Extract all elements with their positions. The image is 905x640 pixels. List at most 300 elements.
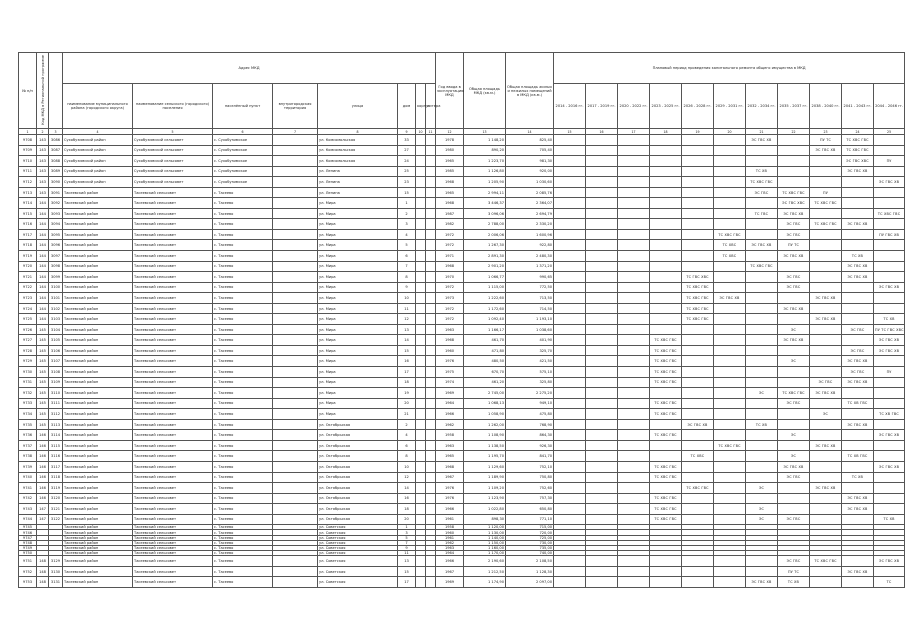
cell-period-2 bbox=[586, 282, 618, 293]
cell-house: 12 bbox=[398, 314, 416, 325]
cell-period-5 bbox=[682, 219, 714, 230]
cell-period-1 bbox=[554, 293, 586, 304]
cell-mun-district: Тасеевский район bbox=[63, 545, 133, 550]
cell-period-1 bbox=[554, 335, 586, 346]
cell-period-11: ПУ ГВС ХВ bbox=[874, 229, 905, 240]
cell-street: ул. Ленина bbox=[318, 177, 398, 188]
cell-code: 3089 bbox=[49, 166, 63, 177]
cell-period-8: ЭС ГВС ХВ bbox=[778, 208, 810, 219]
cell-street: ул. Советская bbox=[318, 525, 398, 530]
header-year: Год ввода в эксплуатацию МКД bbox=[436, 53, 464, 129]
cell-period-5: ТС ХВС ГВС bbox=[682, 303, 714, 314]
cell-settlement: Сухобузимский сельсовет bbox=[133, 156, 213, 167]
cell-letter bbox=[426, 177, 436, 188]
cell-period-11 bbox=[874, 198, 905, 209]
cell-house: 18 bbox=[398, 377, 416, 388]
cell-period-8 bbox=[778, 145, 810, 156]
cell-code: 3116 bbox=[49, 451, 63, 462]
cell-settlement: Тасеевский сельсовет bbox=[133, 293, 213, 304]
cell-period-1 bbox=[554, 483, 586, 494]
cell-period-3 bbox=[618, 398, 650, 409]
cell-area-premises: 1 030,60 bbox=[506, 177, 554, 188]
cell-building bbox=[416, 556, 426, 567]
cell-mun-district: Тасеевский район bbox=[63, 324, 133, 335]
cell-area: 1 140,00 bbox=[464, 535, 506, 540]
cell-letter bbox=[426, 166, 436, 177]
cell-id: 144 bbox=[37, 303, 49, 314]
cell-settlement: Тасеевский сельсовет bbox=[133, 451, 213, 462]
header-colnum-6: 6 bbox=[213, 129, 273, 135]
cell-period-7: ЭС bbox=[746, 483, 778, 494]
cell-period-10 bbox=[842, 556, 874, 567]
cell-intracity bbox=[273, 303, 318, 314]
cell-building bbox=[416, 472, 426, 483]
cell-period-9: ЭС ГВС bbox=[810, 377, 842, 388]
table-row bbox=[19, 345, 905, 356]
cell-period-3 bbox=[618, 145, 650, 156]
cell-period-8 bbox=[778, 377, 810, 388]
cell-period-10 bbox=[842, 229, 874, 240]
cell-period-10 bbox=[842, 198, 874, 209]
cell-area-premises: 650,80 bbox=[506, 504, 554, 515]
cell-period-1 bbox=[554, 367, 586, 378]
header-period-11: 2044 - 2046 гг. bbox=[874, 84, 905, 129]
cell-intracity bbox=[273, 514, 318, 525]
cell-house: 2 bbox=[398, 419, 416, 430]
cell-period-4: ТС ХВС ГВС bbox=[650, 377, 682, 388]
cell-period-10 bbox=[842, 282, 874, 293]
cell-locality: с. Тасеево bbox=[213, 551, 273, 556]
cell-id: 145 bbox=[37, 324, 49, 335]
cell-period-6 bbox=[714, 504, 746, 515]
table-row bbox=[19, 229, 905, 240]
cell-num: 9753 bbox=[19, 577, 37, 588]
cell-period-3 bbox=[618, 514, 650, 525]
cell-period-3 bbox=[618, 293, 650, 304]
cell-period-9 bbox=[810, 461, 842, 472]
cell-intracity bbox=[273, 566, 318, 577]
table-row bbox=[19, 430, 905, 441]
cell-settlement: Тасеевский сельсовет bbox=[133, 282, 213, 293]
cell-intracity bbox=[273, 504, 318, 515]
cell-mun-district: Тасеевский район bbox=[63, 314, 133, 325]
cell-period-5: ТС ХВС ГВС bbox=[682, 282, 714, 293]
cell-year: 1962 bbox=[436, 419, 464, 430]
cell-period-5 bbox=[682, 577, 714, 588]
cell-num: 9719 bbox=[19, 251, 37, 262]
cell-period-11 bbox=[874, 440, 905, 451]
cell-locality: с. Тасеево bbox=[213, 303, 273, 314]
cell-period-1 bbox=[554, 272, 586, 283]
cell-house: 10 bbox=[398, 293, 416, 304]
cell-code: 3105 bbox=[49, 335, 63, 346]
table-row bbox=[19, 461, 905, 472]
cell-period-4 bbox=[650, 145, 682, 156]
cell-house: 14 bbox=[398, 483, 416, 494]
cell-area-premises: 752,10 bbox=[506, 461, 554, 472]
cell-period-7: ЭС ГВС ХВ bbox=[746, 135, 778, 146]
cell-year: 1969 bbox=[436, 388, 464, 399]
cell-year: 1972 bbox=[436, 303, 464, 314]
cell-street: ул. Мира bbox=[318, 377, 398, 388]
table-header bbox=[19, 53, 905, 135]
cell-area: 1 174,90 bbox=[464, 577, 506, 588]
cell-house: 15 bbox=[398, 345, 416, 356]
cell-period-6: ТС ХВС ГВС bbox=[714, 440, 746, 451]
header-colnum-4: 4 bbox=[63, 129, 133, 135]
cell-period-7 bbox=[746, 345, 778, 356]
cell-street: ул. Ленина bbox=[318, 166, 398, 177]
header-house: дом bbox=[398, 84, 416, 129]
cell-period-5 bbox=[682, 229, 714, 240]
cell-num: 9718 bbox=[19, 240, 37, 251]
cell-period-5 bbox=[682, 409, 714, 420]
cell-period-4 bbox=[650, 177, 682, 188]
cell-letter bbox=[426, 472, 436, 483]
header-colnum-24: 24 bbox=[842, 129, 874, 135]
cell-period-10: ЭС ГВС ХВ bbox=[842, 261, 874, 272]
header-colnum-20: 20 bbox=[714, 129, 746, 135]
cell-num: 9738 bbox=[19, 451, 37, 462]
cell-house: 15 bbox=[398, 187, 416, 198]
cell-period-4 bbox=[650, 166, 682, 177]
header-colnum-2: 2 bbox=[37, 129, 49, 135]
cell-period-1 bbox=[554, 198, 586, 209]
cell-id: 146 bbox=[37, 440, 49, 451]
cell-area-premises: 575,10 bbox=[506, 367, 554, 378]
cell-mun-district: Тасеевский район bbox=[63, 551, 133, 556]
cell-area: 1 115,00 bbox=[464, 282, 506, 293]
cell-period-10: ЭС ГВС bbox=[842, 324, 874, 335]
cell-period-6 bbox=[714, 356, 746, 367]
cell-period-8: ЭС bbox=[778, 430, 810, 441]
cell-id: 145 bbox=[37, 335, 49, 346]
cell-period-1 bbox=[554, 440, 586, 451]
cell-street: ул. Советская bbox=[318, 535, 398, 540]
cell-period-11: ЭС ГВС ХВ bbox=[874, 345, 905, 356]
cell-period-10: ЭС ГВС ХВ bbox=[842, 504, 874, 515]
cell-period-1 bbox=[554, 419, 586, 430]
cell-street: ул. Комсомольская bbox=[318, 156, 398, 167]
cell-intracity bbox=[273, 177, 318, 188]
cell-settlement: Тасеевский сельсовет bbox=[133, 514, 213, 525]
cell-mun-district: Тасеевский район bbox=[63, 530, 133, 535]
cell-period-10: ТС ХВ bbox=[842, 251, 874, 262]
cell-locality: с. Тасеево bbox=[213, 483, 273, 494]
cell-year: 1972 bbox=[436, 229, 464, 240]
cell-period-10 bbox=[842, 388, 874, 399]
header-num: № п/п bbox=[19, 53, 37, 129]
cell-id: 144 bbox=[37, 272, 49, 283]
cell-period-1 bbox=[554, 514, 586, 525]
cell-intracity bbox=[273, 356, 318, 367]
cell-year: 1987 bbox=[436, 208, 464, 219]
cell-num: 9741 bbox=[19, 483, 37, 494]
cell-period-11 bbox=[874, 145, 905, 156]
cell-num: 9736 bbox=[19, 430, 37, 441]
cell-letter bbox=[426, 303, 436, 314]
cell-building bbox=[416, 145, 426, 156]
cell-period-2 bbox=[586, 272, 618, 283]
cell-area-premises: 325,70 bbox=[506, 345, 554, 356]
cell-code: 3106 bbox=[49, 345, 63, 356]
cell-period-8: ТС ХВ bbox=[778, 577, 810, 588]
cell-period-1 bbox=[554, 430, 586, 441]
cell-locality: с. Тасеево bbox=[213, 367, 273, 378]
cell-period-5 bbox=[682, 388, 714, 399]
table-row bbox=[19, 240, 905, 251]
cell-period-5 bbox=[682, 514, 714, 525]
cell-period-6 bbox=[714, 461, 746, 472]
cell-period-4 bbox=[650, 282, 682, 293]
cell-period-3 bbox=[618, 324, 650, 335]
cell-settlement: Тасеевский сельсовет bbox=[133, 440, 213, 451]
cell-intracity bbox=[273, 219, 318, 230]
cell-period-8: ЭС ГВС bbox=[778, 272, 810, 283]
cell-street: ул. Советская bbox=[318, 556, 398, 567]
cell-settlement: Тасеевский сельсовет bbox=[133, 187, 213, 198]
cell-house: 9 bbox=[398, 545, 416, 550]
cell-street: ул. Октябрьская bbox=[318, 419, 398, 430]
cell-house: 3 bbox=[398, 530, 416, 535]
cell-street: ул. Мира bbox=[318, 282, 398, 293]
cell-settlement: Сухобузимский сельсовет bbox=[133, 145, 213, 156]
cell-period-1 bbox=[554, 177, 586, 188]
cell-mun-district: Тасеевский район bbox=[63, 535, 133, 540]
cell-intracity bbox=[273, 198, 318, 209]
cell-id: 146 bbox=[37, 472, 49, 483]
cell-period-8 bbox=[778, 177, 810, 188]
cell-area-premises: 1 371,20 bbox=[506, 261, 554, 272]
cell-area-premises: 757,30 bbox=[506, 493, 554, 504]
cell-building bbox=[416, 504, 426, 515]
cell-period-5 bbox=[682, 556, 714, 567]
cell-settlement: Тасеевский сельсовет bbox=[133, 461, 213, 472]
cell-code: 3095 bbox=[49, 229, 63, 240]
cell-period-3 bbox=[618, 229, 650, 240]
cell-period-2 bbox=[586, 156, 618, 167]
cell-period-2 bbox=[586, 177, 618, 188]
cell-settlement: Тасеевский сельсовет bbox=[133, 324, 213, 335]
cell-street: ул. Мира bbox=[318, 324, 398, 335]
cell-street: ул. Мира bbox=[318, 251, 398, 262]
cell-code: 3114 bbox=[49, 430, 63, 441]
cell-mun-district: Тасеевский район bbox=[63, 198, 133, 209]
cell-code: 3087 bbox=[49, 145, 63, 156]
cell-period-8: ЭС ГВС ХВ bbox=[778, 251, 810, 262]
cell-period-9 bbox=[810, 493, 842, 504]
cell-period-10 bbox=[842, 293, 874, 304]
cell-area: 2 788,00 bbox=[464, 219, 506, 230]
cell-period-4: ТС ХВС ГВС bbox=[650, 430, 682, 441]
cell-code: 3112 bbox=[49, 409, 63, 420]
cell-area-premises: 864,30 bbox=[506, 430, 554, 441]
cell-settlement: Сухобузимский сельсовет bbox=[133, 135, 213, 146]
cell-house: 5 bbox=[398, 240, 416, 251]
cell-period-5 bbox=[682, 251, 714, 262]
cell-settlement: Тасеевский сельсовет bbox=[133, 419, 213, 430]
cell-id: 143 bbox=[37, 166, 49, 177]
cell-year: 1968 bbox=[436, 261, 464, 272]
cell-period-3 bbox=[618, 251, 650, 262]
cell-area: 1 172,60 bbox=[464, 303, 506, 314]
header-building: корпус bbox=[416, 84, 426, 129]
cell-year: 1966 bbox=[436, 409, 464, 420]
cell-period-5 bbox=[682, 504, 714, 515]
cell-period-5 bbox=[682, 398, 714, 409]
cell-period-2 bbox=[586, 251, 618, 262]
cell-period-7: ТС ГВС bbox=[746, 208, 778, 219]
cell-letter bbox=[426, 440, 436, 451]
cell-period-3 bbox=[618, 303, 650, 314]
cell-period-3 bbox=[618, 135, 650, 146]
cell-street: ул. Мира bbox=[318, 409, 398, 420]
cell-period-9 bbox=[810, 272, 842, 283]
cell-mun-district: Тасеевский район bbox=[63, 451, 133, 462]
cell-house: 23 bbox=[398, 177, 416, 188]
cell-period-9 bbox=[810, 261, 842, 272]
cell-year: 1972 bbox=[436, 240, 464, 251]
cell-period-2 bbox=[586, 345, 618, 356]
cell-period-6 bbox=[714, 272, 746, 283]
cell-intracity bbox=[273, 345, 318, 356]
cell-code: 3099 bbox=[49, 272, 63, 283]
cell-house: 25 bbox=[398, 166, 416, 177]
cell-period-9: ЭС ГВС ХВ bbox=[810, 483, 842, 494]
cell-period-11 bbox=[874, 293, 905, 304]
cell-area: 1 068,13 bbox=[464, 398, 506, 409]
header-colnum-14: 14 bbox=[506, 129, 554, 135]
cell-year: 1965 bbox=[436, 451, 464, 462]
header-colnum-18: 18 bbox=[650, 129, 682, 135]
header-period-2: 2017 - 2019 гг. bbox=[586, 84, 618, 129]
header-colnum-8: 8 bbox=[318, 129, 398, 135]
cell-period-2 bbox=[586, 472, 618, 483]
cell-year: 1965 bbox=[436, 187, 464, 198]
cell-street: ул. Мира bbox=[318, 272, 398, 283]
cell-mun-district: Тасеевский район bbox=[63, 483, 133, 494]
cell-period-3 bbox=[618, 483, 650, 494]
cell-id: 146 bbox=[37, 493, 49, 504]
cell-area-premises: 475,80 bbox=[506, 409, 554, 420]
cell-period-11 bbox=[874, 493, 905, 504]
cell-settlement: Тасеевский сельсовет bbox=[133, 530, 213, 535]
cell-period-11: ТС ХВ bbox=[874, 314, 905, 325]
cell-house: 7 bbox=[398, 261, 416, 272]
cell-period-8 bbox=[778, 261, 810, 272]
cell-num: 9724 bbox=[19, 303, 37, 314]
cell-building bbox=[416, 187, 426, 198]
cell-code: 3101 bbox=[49, 293, 63, 304]
cell-period-2 bbox=[586, 430, 618, 441]
cell-area: 1 138,50 bbox=[464, 440, 506, 451]
cell-area: 1 022,80 bbox=[464, 504, 506, 515]
cell-settlement: Тасеевский сельсовет bbox=[133, 535, 213, 540]
cell-letter bbox=[426, 187, 436, 198]
cell-id: 148 bbox=[37, 577, 49, 588]
table-row bbox=[19, 398, 905, 409]
cell-letter bbox=[426, 282, 436, 293]
cell-mun-district: Тасеевский район bbox=[63, 240, 133, 251]
cell-intracity bbox=[273, 261, 318, 272]
cell-building bbox=[416, 388, 426, 399]
cell-period-10 bbox=[842, 409, 874, 420]
cell-period-11: ЭС ГВС ХВ bbox=[874, 177, 905, 188]
cell-locality: с. Тасеево bbox=[213, 530, 273, 535]
cell-code: 3131 bbox=[49, 577, 63, 588]
cell-num: 9713 bbox=[19, 187, 37, 198]
cell-period-6 bbox=[714, 566, 746, 577]
cell-period-9 bbox=[810, 303, 842, 314]
cell-code: 3118 bbox=[49, 472, 63, 483]
cell-locality: с. Тасеево bbox=[213, 219, 273, 230]
cell-area-premises: 990,65 bbox=[506, 272, 554, 283]
cell-period-2 bbox=[586, 483, 618, 494]
cell-letter bbox=[426, 483, 436, 494]
cell-period-8 bbox=[778, 166, 810, 177]
cell-locality: с. Тасеево bbox=[213, 272, 273, 283]
cell-period-10 bbox=[842, 577, 874, 588]
cell-house: 15 bbox=[398, 566, 416, 577]
cell-house: 17 bbox=[398, 577, 416, 588]
cell-period-3 bbox=[618, 345, 650, 356]
cell-id: 148 bbox=[37, 556, 49, 567]
cell-period-9 bbox=[810, 229, 842, 240]
cell-period-9 bbox=[810, 514, 842, 525]
repair-schedule-table bbox=[18, 52, 905, 588]
table-row bbox=[19, 493, 905, 504]
cell-period-3 bbox=[618, 356, 650, 367]
cell-period-7 bbox=[746, 229, 778, 240]
cell-building bbox=[416, 177, 426, 188]
cell-mun-district: Тасеевский район bbox=[63, 229, 133, 240]
cell-period-6 bbox=[714, 367, 746, 378]
cell-period-10 bbox=[842, 208, 874, 219]
cell-area-premises: 771,10 bbox=[506, 514, 554, 525]
cell-street: ул. Ленина bbox=[318, 187, 398, 198]
cell-locality: с. Тасеево bbox=[213, 493, 273, 504]
cell-period-10: ЭС ГВС ХВ bbox=[842, 356, 874, 367]
cell-period-8: ПУ ТС bbox=[778, 240, 810, 251]
cell-period-8: ТС ХВС ГВС bbox=[778, 187, 810, 198]
cell-area-premises: 740,00 bbox=[506, 551, 554, 556]
cell-building bbox=[416, 345, 426, 356]
table-row bbox=[19, 282, 905, 293]
cell-period-8: ЭС ГВС ХВС bbox=[778, 198, 810, 209]
cell-period-7 bbox=[746, 377, 778, 388]
cell-period-4 bbox=[650, 293, 682, 304]
cell-period-2 bbox=[586, 566, 618, 577]
cell-period-9 bbox=[810, 177, 842, 188]
cell-period-10 bbox=[842, 430, 874, 441]
cell-code: 3100 bbox=[49, 282, 63, 293]
cell-building bbox=[416, 282, 426, 293]
cell-period-11 bbox=[874, 219, 905, 230]
cell-house: 8 bbox=[398, 451, 416, 462]
cell-year: 1960 bbox=[436, 530, 464, 535]
cell-intracity bbox=[273, 293, 318, 304]
cell-period-7 bbox=[746, 451, 778, 462]
table-row bbox=[19, 483, 905, 494]
cell-year: 1975 bbox=[436, 367, 464, 378]
cell-building bbox=[416, 451, 426, 462]
cell-period-9: ПУ ТС bbox=[810, 135, 842, 146]
cell-area: 3 096,06 bbox=[464, 208, 506, 219]
cell-area: 1 130,00 bbox=[464, 530, 506, 535]
cell-area: 1 108,90 bbox=[464, 430, 506, 441]
cell-area-premises: 825,40 bbox=[506, 135, 554, 146]
cell-year: 1982 bbox=[436, 219, 464, 230]
